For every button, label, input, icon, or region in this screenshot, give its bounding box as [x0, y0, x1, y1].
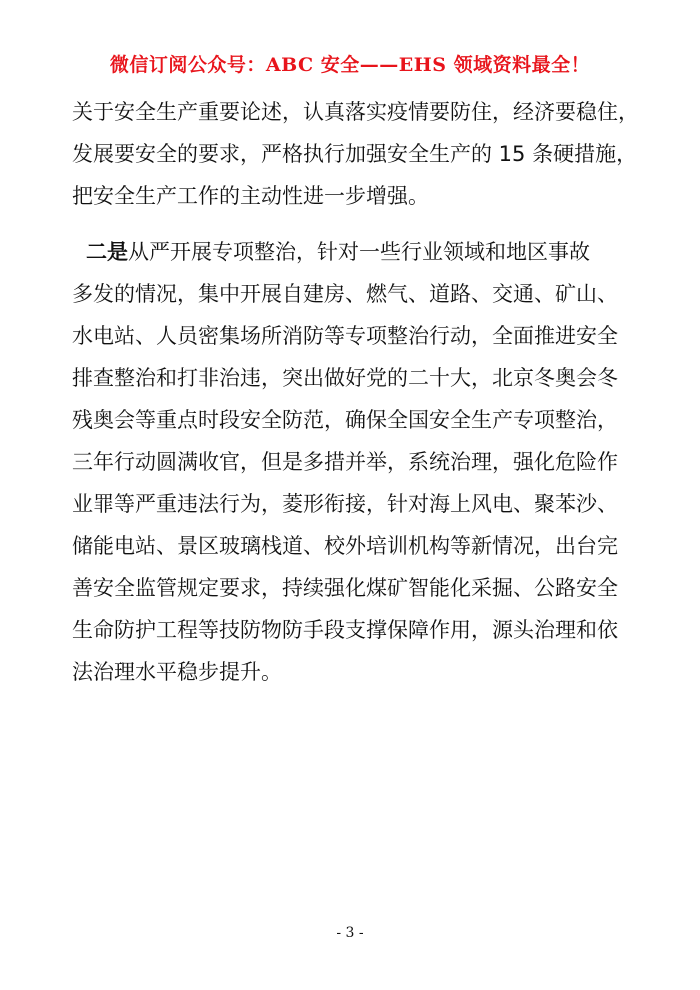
text-line: 多发的情况，集中开展自建房、燃气、道路、交通、矿山、 — [72, 282, 618, 306]
text-line: 把安全生产工作的主动性进一步增强。 — [72, 184, 429, 208]
text-line: 三年行动圆满收官，但是多措并举，系统治理，强化危险作 — [72, 450, 618, 474]
text-line: 排查整治和打非治违，突出做好党的二十大，北京冬奥会冬 — [72, 366, 618, 390]
text-fragment: 从严开展专项整治，针对一些行业领域和地区事故 — [128, 240, 590, 264]
text-line-first — [72, 231, 662, 273]
text-line: 关于安全生产重要论述，认真落实疫情要防住，经济要稳住， — [72, 100, 639, 124]
text-line: 发展要安全的要求，严格执行加强安全生产的 15 条硬措施， — [72, 142, 638, 166]
paragraph-1 — [72, 91, 662, 217]
header-banner: 微信订阅公众号：ABC 安全——EHS 领域资料最全！ — [109, 54, 591, 76]
paragraph-2 — [72, 231, 662, 693]
paragraph-lead: 二是 — [86, 240, 128, 264]
text-line: 法治理水平稳步提升。 — [72, 660, 282, 684]
text-line: 水电站、人员密集场所消防等专项整治行动，全面推进安全 — [72, 324, 618, 348]
paragraph-gap — [72, 217, 662, 231]
text-line: 业罪等严重违法行为，菱形衔接，针对海上风电、聚苯沙、 — [72, 492, 618, 516]
document-body — [72, 91, 662, 693]
text-line: 储能电站、景区玻璃栈道、校外培训机构等新情况，出台完 — [72, 534, 618, 558]
text-line: 残奥会等重点时段安全防范，确保全国安全生产专项整治， — [72, 408, 618, 432]
text-line: 生命防护工程等技防物防手段支撑保障作用，源头治理和依 — [72, 618, 618, 642]
text-line: 善安全监管规定要求，持续强化煤矿智能化采掘、公路安全 — [72, 576, 618, 600]
page-number: - 3 - — [336, 925, 364, 941]
